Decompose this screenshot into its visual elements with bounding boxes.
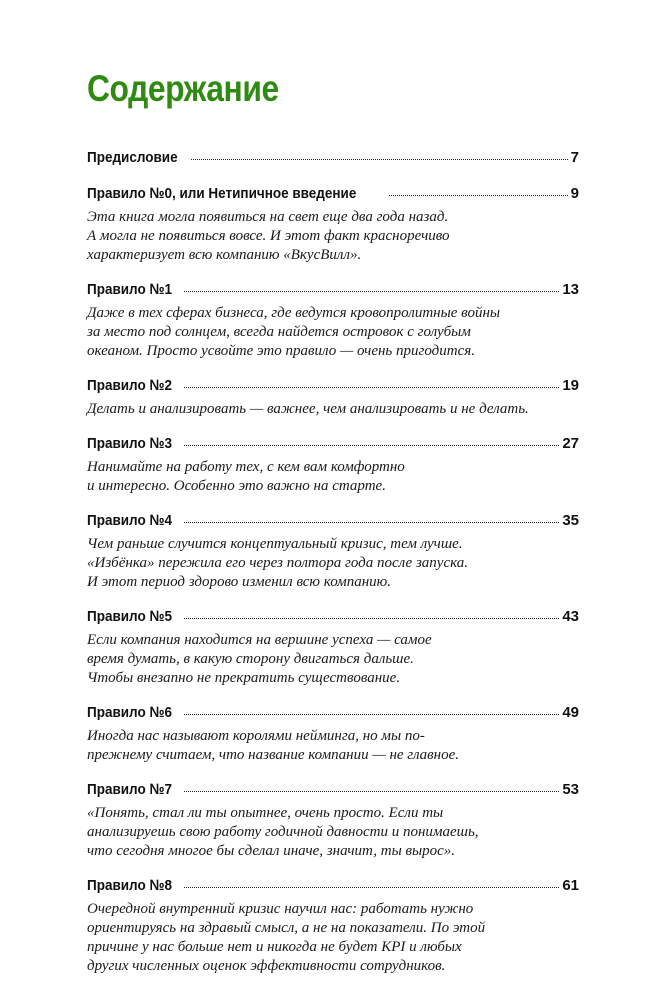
description-line: «Понять, стал ли ты опытнее, очень просто. Если ты <box>87 805 444 821</box>
toc-entry-title: Правило №7 <box>87 781 173 798</box>
toc-entry-page-number: 49 <box>562 704 579 721</box>
dot-leader <box>389 195 567 196</box>
toc-entry-heading <box>87 704 579 726</box>
description-line: и интересно. Особенно это важно на старте. <box>87 478 386 494</box>
description-line: за место под солнцем, всегда найдется островок с голубым <box>87 324 471 340</box>
toc-entry[interactable] <box>87 149 579 171</box>
description-line: что сегодня многое бы сделал иначе, значит, ты вырос». <box>87 843 456 859</box>
toc-entry-title: Предисловие <box>87 149 178 166</box>
dot-leader <box>184 618 559 619</box>
toc-entry-title: Правило №1 <box>87 281 173 298</box>
dot-leader <box>184 887 559 888</box>
table-of-contents <box>87 149 579 976</box>
toc-entry-heading <box>87 781 579 803</box>
dot-leader <box>184 522 559 523</box>
description-line: ориентируясь на здравый смысл, а не на показатели. По этой <box>87 920 486 936</box>
description-line: других численных оценок эффективности сотрудников. <box>87 958 446 974</box>
toc-entry-heading <box>87 185 579 207</box>
toc-entry-page-number: 27 <box>562 435 579 452</box>
toc-entry-heading <box>87 281 579 303</box>
toc-entry[interactable] <box>87 281 579 361</box>
toc-entry-description <box>87 400 579 419</box>
toc-entry-page-number: 61 <box>562 877 579 894</box>
toc-entry-page-number: 43 <box>562 608 579 625</box>
description-line: причине у нас больше нет и никогда не будет KPI и любых <box>87 939 462 955</box>
toc-entry[interactable] <box>87 877 579 976</box>
toc-entry-page-number: 35 <box>562 512 579 529</box>
dot-leader <box>184 387 559 388</box>
toc-entry-description <box>87 631 579 688</box>
description-line: Даже в тех сферах бизнеса, где ведутся кровопролитные войны <box>87 305 501 321</box>
toc-entry-title: Правило №2 <box>87 377 173 394</box>
description-line: Чтобы внезапно не прекратить существование. <box>87 670 401 686</box>
toc-entry-title: Правило №0, или Нетипичное введение <box>87 185 357 202</box>
toc-entry-heading <box>87 877 579 899</box>
description-line: И этот период здорово изменил всю компанию. <box>87 574 391 590</box>
description-line: Делать и анализировать — важнее, чем анализировать и не делать. <box>87 401 529 417</box>
toc-entry-title: Правило №4 <box>87 512 173 529</box>
toc-entry[interactable] <box>87 185 579 265</box>
toc-entry-title: Правило №3 <box>87 435 173 452</box>
dot-leader <box>184 291 559 292</box>
toc-entry[interactable] <box>87 435 579 496</box>
toc-entry[interactable] <box>87 704 579 765</box>
toc-entry[interactable] <box>87 377 579 419</box>
description-line: Чем раньше случится концептуальный кризис, тем лучше. <box>87 536 463 552</box>
toc-entry-description <box>87 900 579 976</box>
description-line: Очередной внутренний кризис научил нас: работать нужно <box>87 901 474 917</box>
dot-leader <box>184 791 559 792</box>
description-line: «Избёнка» пережила его через полтора года после запуска. <box>87 555 469 571</box>
toc-entry-page-number: 53 <box>562 781 579 798</box>
page-title: Содержание <box>87 68 279 109</box>
dot-leader <box>184 714 559 715</box>
description-line: Иногда нас называют королями нейминга, но мы по- <box>87 728 425 744</box>
toc-entry[interactable] <box>87 512 579 592</box>
description-line: время думать, в какую сторону двигаться дальше. <box>87 651 414 667</box>
toc-entry-page-number: 19 <box>562 377 579 394</box>
toc-entry-heading <box>87 149 579 171</box>
description-line: Эта книга могла появиться на свет еще два года назад. <box>87 209 449 225</box>
toc-entry-description <box>87 458 579 496</box>
description-line: Нанимайте на работу тех, с кем вам комфортно <box>87 459 405 475</box>
description-line: А могла не появиться вовсе. И этот факт красноречиво <box>87 228 450 244</box>
toc-entry[interactable] <box>87 781 579 861</box>
description-line: анализируешь свою работу годичной давности и понимаешь, <box>87 824 479 840</box>
toc-entry-title: Правило №6 <box>87 704 173 721</box>
toc-entry-heading <box>87 435 579 457</box>
toc-entry-description <box>87 535 579 592</box>
toc-entry-description <box>87 804 579 861</box>
toc-entry-page-number: 13 <box>562 281 579 298</box>
toc-entry-heading <box>87 608 579 630</box>
toc-entry-title: Правило №5 <box>87 608 173 625</box>
toc-entry-page-number: 7 <box>570 149 579 166</box>
dot-leader <box>184 445 559 446</box>
toc-entry-title: Правило №8 <box>87 877 173 894</box>
toc-entry-heading <box>87 512 579 534</box>
description-line: прежнему считаем, что название компании — не главное. <box>87 747 460 763</box>
dot-leader <box>191 159 568 160</box>
toc-entry-description <box>87 304 579 361</box>
toc-entry[interactable] <box>87 608 579 688</box>
description-line: Если компания находится на вершине успеха — самое <box>87 632 432 648</box>
toc-entry-description <box>87 727 579 765</box>
description-line: океаном. Просто усвойте это правило — очень пригодится. <box>87 343 475 359</box>
description-line: характеризует всю компанию «ВкусВилл». <box>87 247 362 263</box>
toc-entry-heading <box>87 377 579 399</box>
toc-entry-page-number: 9 <box>570 185 579 202</box>
toc-entry-description <box>87 208 579 265</box>
